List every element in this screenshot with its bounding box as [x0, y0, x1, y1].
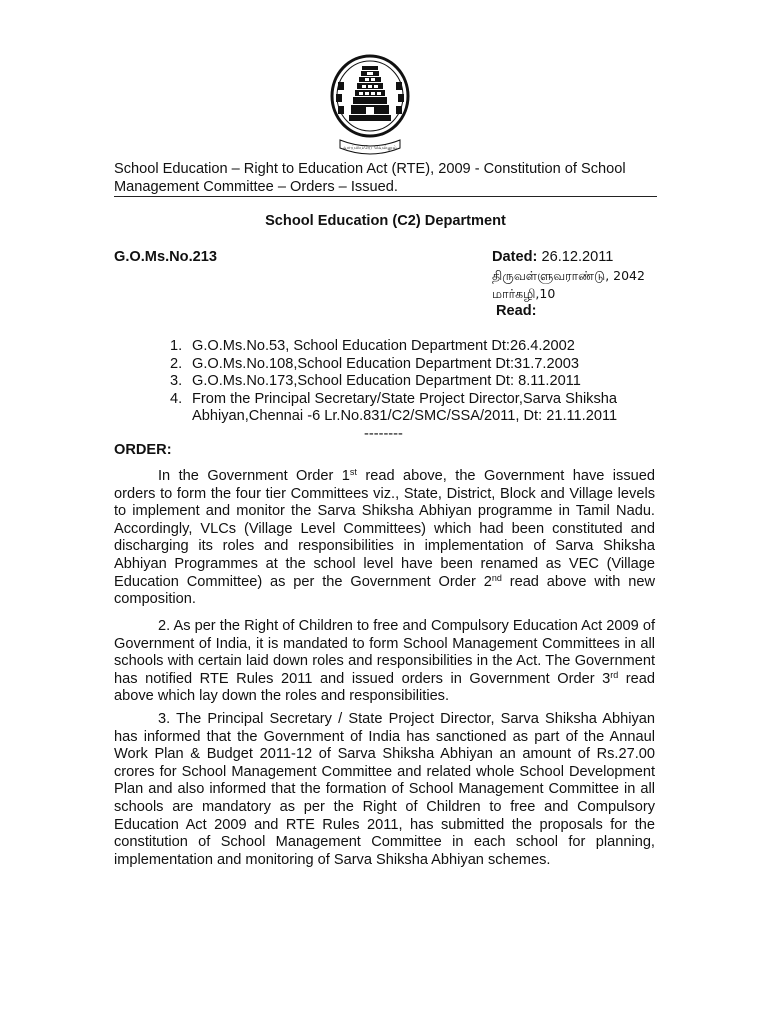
order-paragraph-3: 3. The Principal Secretary / State Project Director, Sarva Shiksha Abhiyan has informed that the Government of India has sanctioned as part of the Annaul Work Plan & Budget 2011-12 of Sarva Shiksha Abhiyan an amount of Rs.27.00 crores for School Management Committee and related whole School Development Plan and also informed that the formation of School Management Committee in all schools are mandatory as per the Right of Children to free and Compulsory Education Act 2009 and RTE Rules 2011, has submitted the proposals for the constitution of School Management Committee in each school for planning, implementation and monitoring of Sarva Shiksha Abhiyan schemes.	[114, 711, 655, 868]
reference-number: 2.	[170, 355, 183, 372]
reference-text: G.O.Ms.No.108,School Education Department Dt:31.7.2003	[192, 355, 579, 372]
go-number: G.O.Ms.No.213	[114, 249, 217, 265]
reference-separator: --------	[364, 426, 403, 442]
tamil-nadu-state-emblem-icon	[326, 52, 414, 156]
subject-divider	[114, 196, 657, 197]
order-paragraph-2	[114, 618, 655, 706]
order-paragraph-1	[114, 468, 655, 609]
reference-text: G.O.Ms.No.53, School Education Department Dt:26.4.2002	[192, 338, 575, 354]
ordinal-suffix: rd	[610, 669, 619, 680]
department-heading: School Education (C2) Department	[265, 213, 506, 229]
reference-number: 1.	[170, 338, 183, 354]
emblem-motto: வாய்மையே வெல்லும்	[343, 145, 397, 151]
paragraph-text: read above, the Government have issued orders to form the four tier Committees viz., State, District, Block and Village levels to implement and monitor the Sarva Shiksha Abhiyan programme in Tamil Nadu. Accordingly, VLCs (Village Level Committees) which had been constituted and discharging its roles and responsibilities in implementation of Sarva Shiksha Abhiyan Programmes at the school level have been renamed as VEC (Village Education Committee) as per the Government Order 2	[114, 468, 655, 590]
tamil-date-month: மார்கழி,10	[492, 285, 556, 301]
reference-text: G.O.Ms.No.173,School Education Department Dt: 8.11.2011	[192, 373, 581, 390]
reference-number: 4.	[170, 390, 183, 407]
reference-list	[170, 338, 657, 426]
subject-line: School Education – Right to Education Act (RTE), 2009 - Constitution of School Management Committee – Orders – Issued.	[114, 161, 626, 195]
reference-text: From the Principal Secretary/State Project Director,Sarva Shiksha Abhiyan,Chennai -6 Lr.No.831/C2/SMC/SSA/2011, Dt: 21.11.2011	[192, 390, 618, 425]
order-heading: ORDER:	[114, 442, 172, 458]
reference-number: 3.	[170, 373, 183, 390]
list-item	[170, 391, 657, 426]
list-item	[170, 338, 657, 356]
date-block	[492, 249, 662, 303]
paragraph-text: read above which lay down the roles and responsibilities.	[114, 670, 655, 705]
list-item	[170, 373, 657, 391]
paragraph-text: 2. As per the Right of Children to free and Compulsory Education Act 2009 of Government of India, it is mandated to form School Management Committees in all schools with certain laid down roles and responsibilities in the Act. The Government has notified RTE Rules 2011 and issued orders in Government Order 3	[114, 618, 655, 687]
dated-value: 26.12.2011	[541, 249, 614, 265]
tamil-date-year: திருவள்ளுவராண்டு, 2042	[492, 267, 645, 283]
paragraph-text: In the Government Order 1	[158, 468, 350, 484]
ordinal-suffix: nd	[491, 572, 502, 583]
paragraph-text: read above with new composition.	[114, 573, 655, 608]
dated-label: Dated:	[492, 249, 538, 265]
ordinal-suffix: st	[349, 467, 357, 477]
list-item	[170, 356, 657, 374]
read-label: Read:	[496, 303, 537, 319]
